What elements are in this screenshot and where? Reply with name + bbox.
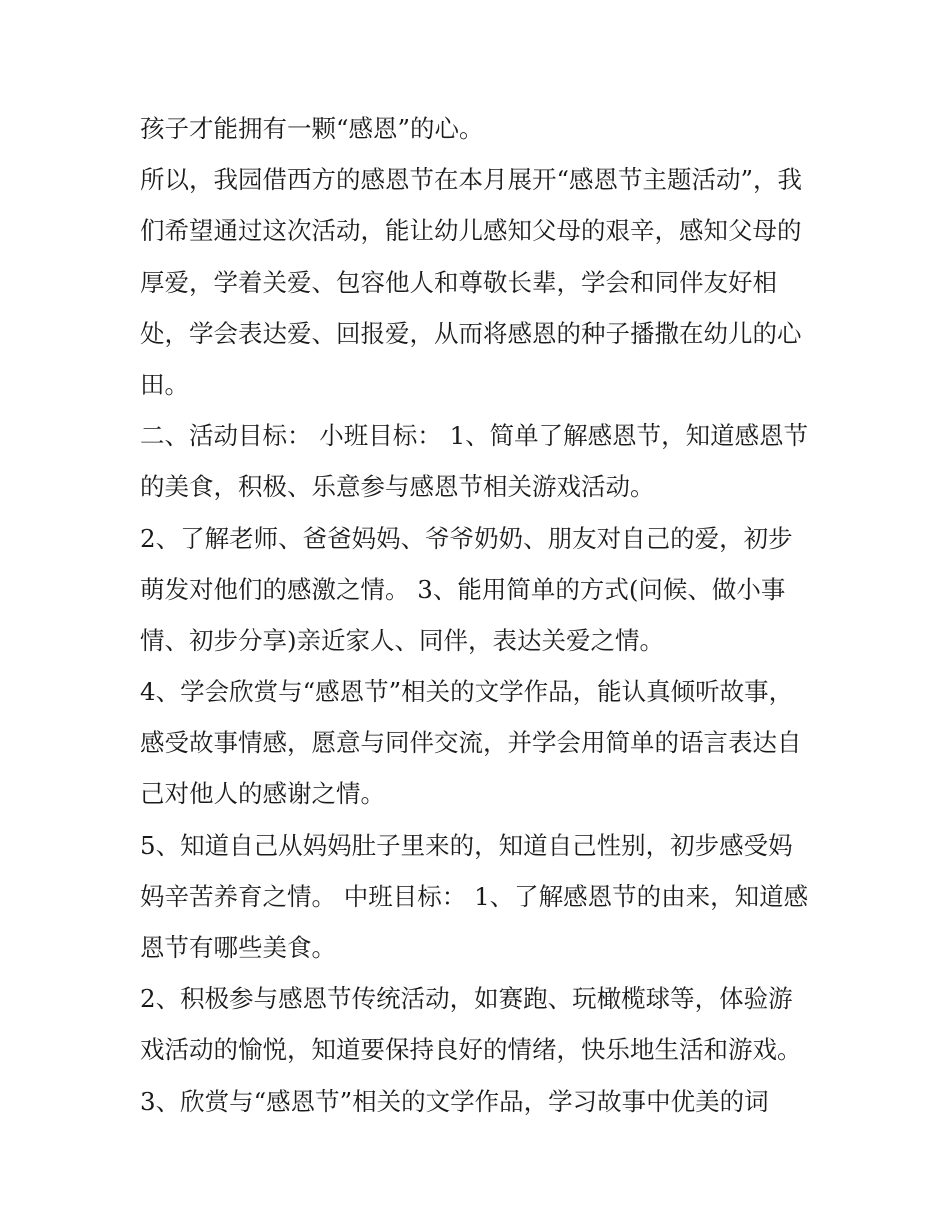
text-line: 情、初步分享)亲近家人、同伴，表达关爱之情。 <box>140 625 665 655</box>
text-line: 处，学会表达爱、回报爱，从而将感恩的种子播撒在幼儿的心 <box>140 318 802 348</box>
text-line: 二、活动目标： 小班目标： 1、简单了解感恩节，知道感恩节 <box>140 421 809 451</box>
text-line: 田。 <box>140 369 189 399</box>
text-line: 们希望通过这次活动，能让幼儿感知父母的艰辛，感知父母的 <box>140 216 802 246</box>
text-line: 所以，我园借西方的感恩节在本月展开“感恩节主题活动”，我 <box>140 165 803 195</box>
text-line: 妈辛苦养育之情。 中班目标： 1、了解感恩节的由来，知道感 <box>140 881 809 911</box>
text-line: 萌发对他们的感激之情。 3、能用简单的方式(问候、做小事 <box>140 574 786 604</box>
text-line: 孩子才能拥有一颗“感恩”的心。 <box>140 114 484 143</box>
text-line: 4、学会欣赏与“感恩节”相关的文学作品，能认真倾听故事， <box>140 677 794 707</box>
text-line: 2、了解老师、爸爸妈妈、爷爷奶奶、朋友对自己的爱，初步 <box>140 523 793 553</box>
document-body <box>140 103 820 1127</box>
text-line: 5、知道自己从妈妈肚子里来的，知道自己性别，初步感受妈 <box>140 830 793 860</box>
text-line: 的美食，积极、乐意参与感恩节相关游戏活动。 <box>140 472 655 502</box>
text-line: 恩节有哪些美食。 <box>140 933 336 962</box>
text-line: 感受故事情感，愿意与同伴交流，并学会用简单的语言表达自 <box>140 728 802 758</box>
text-line: 厚爱，学着关爱、包容他人和尊敬长辈，学会和同伴友好相 <box>140 267 777 297</box>
text-line: 2、积极参与感恩节传统活动，如赛跑、玩橄榄球等，体验游 <box>140 984 793 1014</box>
text-line: 3、欣赏与“感恩节”相关的文学作品，学习故事中优美的词 <box>140 1086 769 1116</box>
text-line: 己对他人的感谢之情。 <box>140 779 385 809</box>
text-line: 戏活动的愉悦，知道要保持良好的情绪，快乐地生活和游戏。 <box>140 1035 802 1065</box>
